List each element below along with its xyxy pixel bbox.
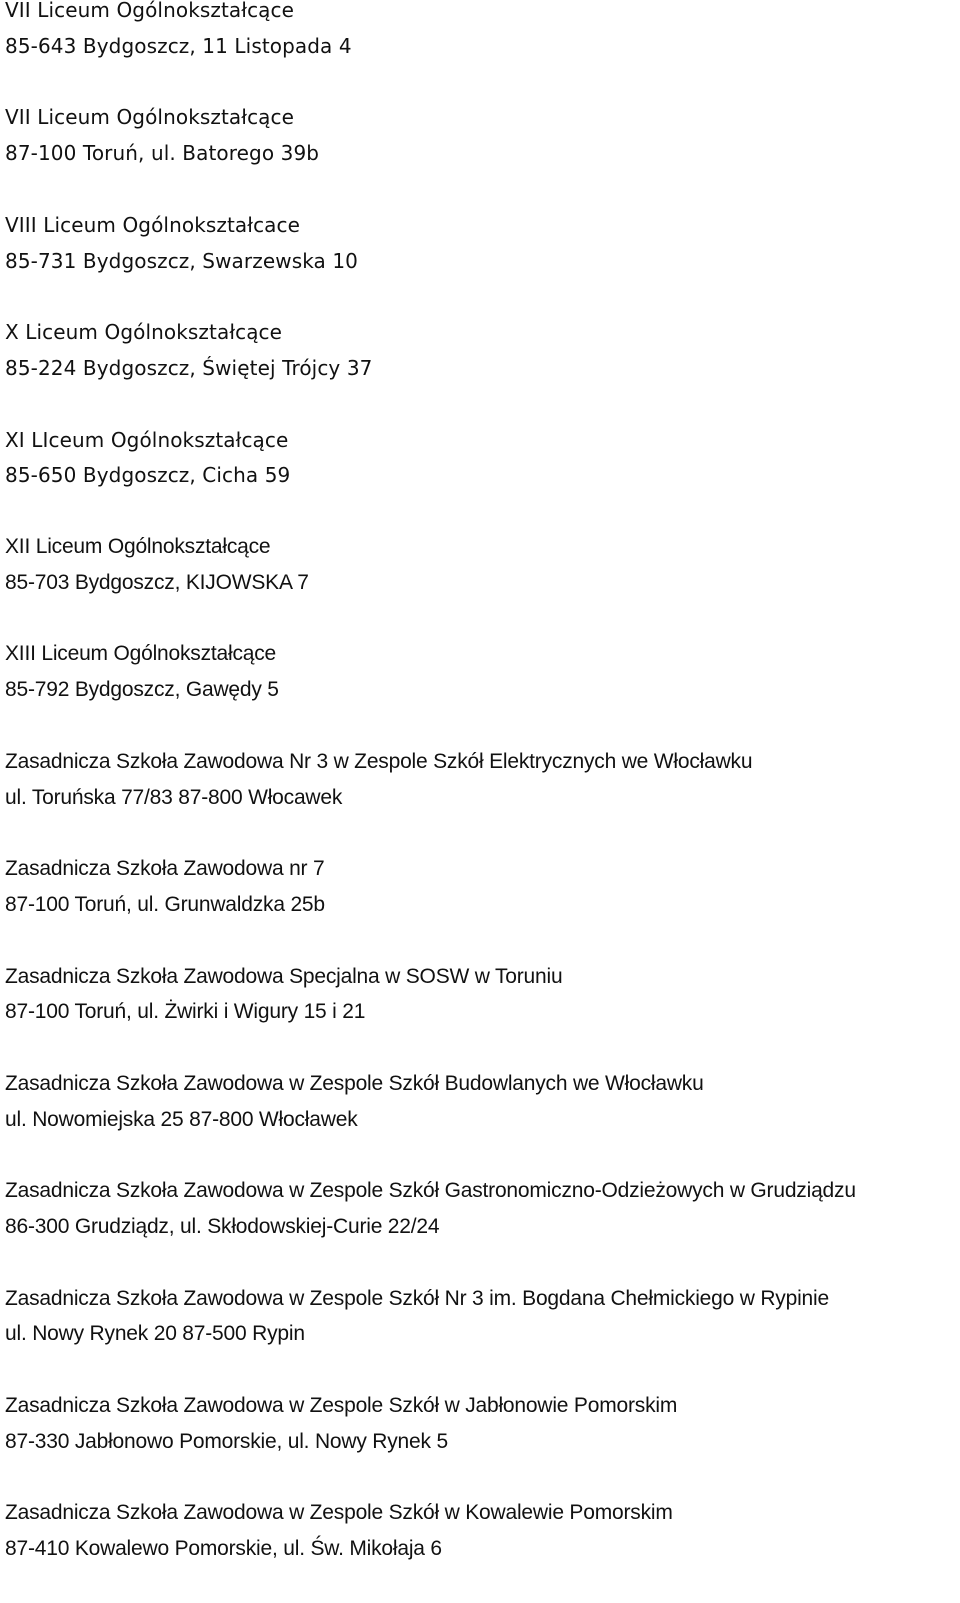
school-address: 87-100 Toruń, ul. Żwirki i Wigury 15 i 21 [5,1000,366,1024]
school-address: 85-643 Bydgoszcz, 11 Listopada 4 [5,33,352,58]
school-address: 87-100 Toruń, ul. Batorego 39b [5,141,320,166]
school-name: Zasadnicza Szkoła Zawodowa w Zespole Szkół Nr 3 im. Bogdana Chełmickiego w Rypinie [5,1286,829,1310]
school-address: 85-703 Bydgoszcz, KIJOWSKA 7 [5,570,309,594]
school-address: 85-792 Bydgoszcz, Gawędy 5 [5,678,279,702]
list-item [5,1281,955,1388]
list-item [5,0,955,99]
list-item [5,636,955,743]
list-item [5,959,955,1066]
list-item [5,422,955,529]
school-name: VIII Liceum Ogólnokształcace [5,212,301,237]
school-address: 85-650 Bydgoszcz, Cicha 59 [5,463,291,488]
school-address: ul. Toruńska 77/83 87-800 Włocawek [5,785,343,809]
list-item [5,1066,955,1173]
list-item [5,851,955,958]
school-name: XII Liceum Ogólnokształcące [5,534,271,558]
list-item [5,314,955,421]
school-name: Zasadnicza Szkoła Zawodowa nr 7 [5,857,325,881]
school-address: 85-731 Bydgoszcz, Swarzewska 10 [5,248,359,273]
school-address-list [5,0,955,1603]
school-name: VII Liceum Ogólnokształcące [5,0,295,22]
school-name: Zasadnicza Szkoła Zawodowa w Zespole Szkół Budowlanych we Włocławku [5,1071,704,1095]
school-name: XIII Liceum Ogólnokształcące [5,642,277,666]
school-address: ul. Nowy Rynek 20 87-500 Rypin [5,1322,305,1346]
list-item [5,207,955,314]
school-address: 87-330 Jabłonowo Pomorskie, ul. Nowy Rynek 5 [5,1429,448,1453]
school-address: 87-100 Toruń, ul. Grunwaldzka 25b [5,892,325,916]
list-item [5,1388,955,1495]
school-address: 87-410 Kowalewo Pomorskie, ul. Św. Mikołaja 6 [5,1537,442,1561]
list-item [5,529,955,636]
school-address: 86-300 Grudziądz, ul. Skłodowskiej-Curie 22/24 [5,1215,440,1239]
list-item [5,1495,955,1602]
school-name: Zasadnicza Szkoła Zawodowa w Zespole Szkół w Jabłonowie Pomorskim [5,1394,678,1418]
school-address: ul. Nowomiejska 25 87-800 Włocławek [5,1107,358,1131]
school-name: XI LIceum Ogólnokształcące [5,427,289,452]
school-name: VII Liceum Ogólnokształcące [5,105,295,130]
list-item [5,744,955,851]
school-name: Zasadnicza Szkoła Zawodowa w Zespole Szkół w Kowalewie Pomorskim [5,1501,673,1525]
school-name: Zasadnicza Szkoła Zawodowa w Zespole Szkół Gastronomiczno-Odzieżowych w Grudziądzu [5,1179,856,1203]
list-item [5,1173,955,1280]
school-name: X Liceum Ogólnokształcące [5,320,283,345]
school-name: Zasadnicza Szkoła Zawodowa Specjalna w SOSW w Toruniu [5,964,563,988]
list-item [5,99,955,206]
school-name: Zasadnicza Szkoła Zawodowa Nr 3 w Zespole Szkół Elektrycznych we Włocławku [5,749,753,773]
school-address: 85-224 Bydgoszcz, Świętej Trójcy 37 [5,355,373,380]
